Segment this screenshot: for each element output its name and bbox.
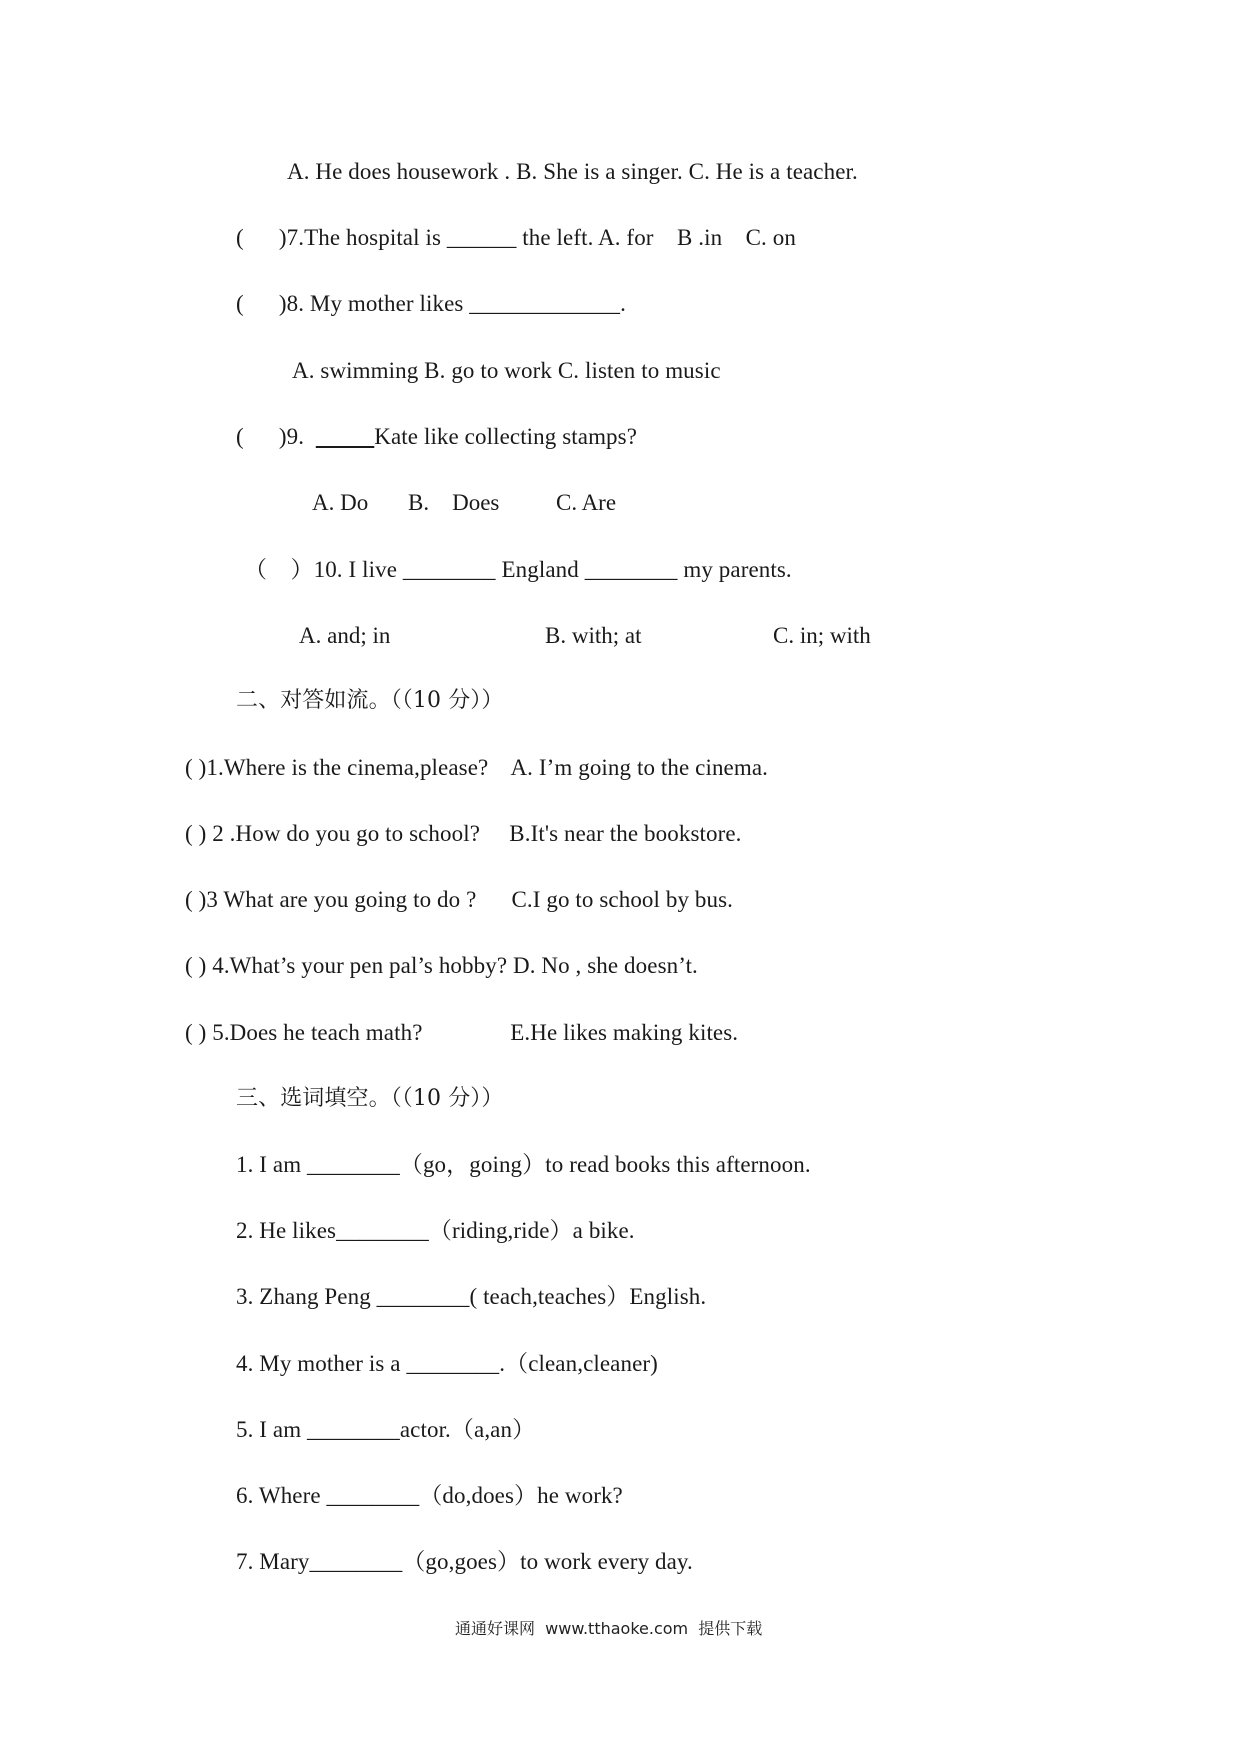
fill-item-7: 7. Mary________（go,goes）to work every day. xyxy=(236,1549,693,1574)
fill-item-1: 1. I am ________（go，going）to read books this afternoon. xyxy=(236,1152,811,1177)
q9-option-b: B. Does xyxy=(408,490,500,515)
match-item-5: ( ) 5.Does he teach math? E.He likes making kites. xyxy=(185,1020,739,1045)
question-10: （ ）10. I live ________ England ________ my parents. xyxy=(244,557,792,582)
match-item-2: ( ) 2 .How do you go to school? B.It's near the bookstore. xyxy=(185,821,742,846)
q8-options: A. swimming B. go to work C. listen to music xyxy=(292,358,721,383)
fill-item-2: 2. He likes________（riding,ride）a bike. xyxy=(236,1218,635,1243)
q9-blank xyxy=(316,424,375,449)
q10-option-a: A. and; in xyxy=(299,623,391,648)
q10-option-b: B. with; at xyxy=(545,623,642,648)
match-item-3: ( )3 What are you going to do ? C.I go to school by bus. xyxy=(185,887,734,912)
footer-credit: 通通好课网 www.tthaoke.com 提供下载 xyxy=(455,1619,763,1638)
fill-item-5: 5. I am ________actor.（a,an） xyxy=(236,1417,536,1442)
section-3-heading: 三、选词填空。（（10 分）） xyxy=(236,1086,504,1111)
match-item-1: ( )1.Where is the cinema,please? A. I’m going to the cinema. xyxy=(185,755,769,780)
question-8: ( )8. My mother likes _____________. xyxy=(236,291,626,316)
q6-options: A. He does housework . B. She is a singer. C. He is a teacher. xyxy=(287,159,858,184)
question-9 xyxy=(236,422,637,452)
q9-option-a: A. Do xyxy=(312,490,369,515)
q9-prefix: ( )9. xyxy=(236,424,316,449)
match-item-4: ( ) 4.What’s your pen pal’s hobby? D. No , she doesn’t. xyxy=(185,953,698,978)
fill-item-6: 6. Where ________（do,does）he work? xyxy=(236,1483,623,1508)
q9-option-c: C. Are xyxy=(556,490,617,515)
q10-option-c: C. in; with xyxy=(773,623,871,648)
q9-text: Kate like collecting stamps? xyxy=(374,424,638,449)
section-2-heading: 二、对答如流。（（10 分）） xyxy=(236,688,504,713)
question-7: ( )7.The hospital is ______ the left. A. for B .in C. on xyxy=(236,225,796,250)
fill-item-4: 4. My mother is a ________.（clean,cleaner) xyxy=(236,1351,658,1376)
fill-item-3: 3. Zhang Peng ________( teach,teaches）English. xyxy=(236,1284,707,1309)
